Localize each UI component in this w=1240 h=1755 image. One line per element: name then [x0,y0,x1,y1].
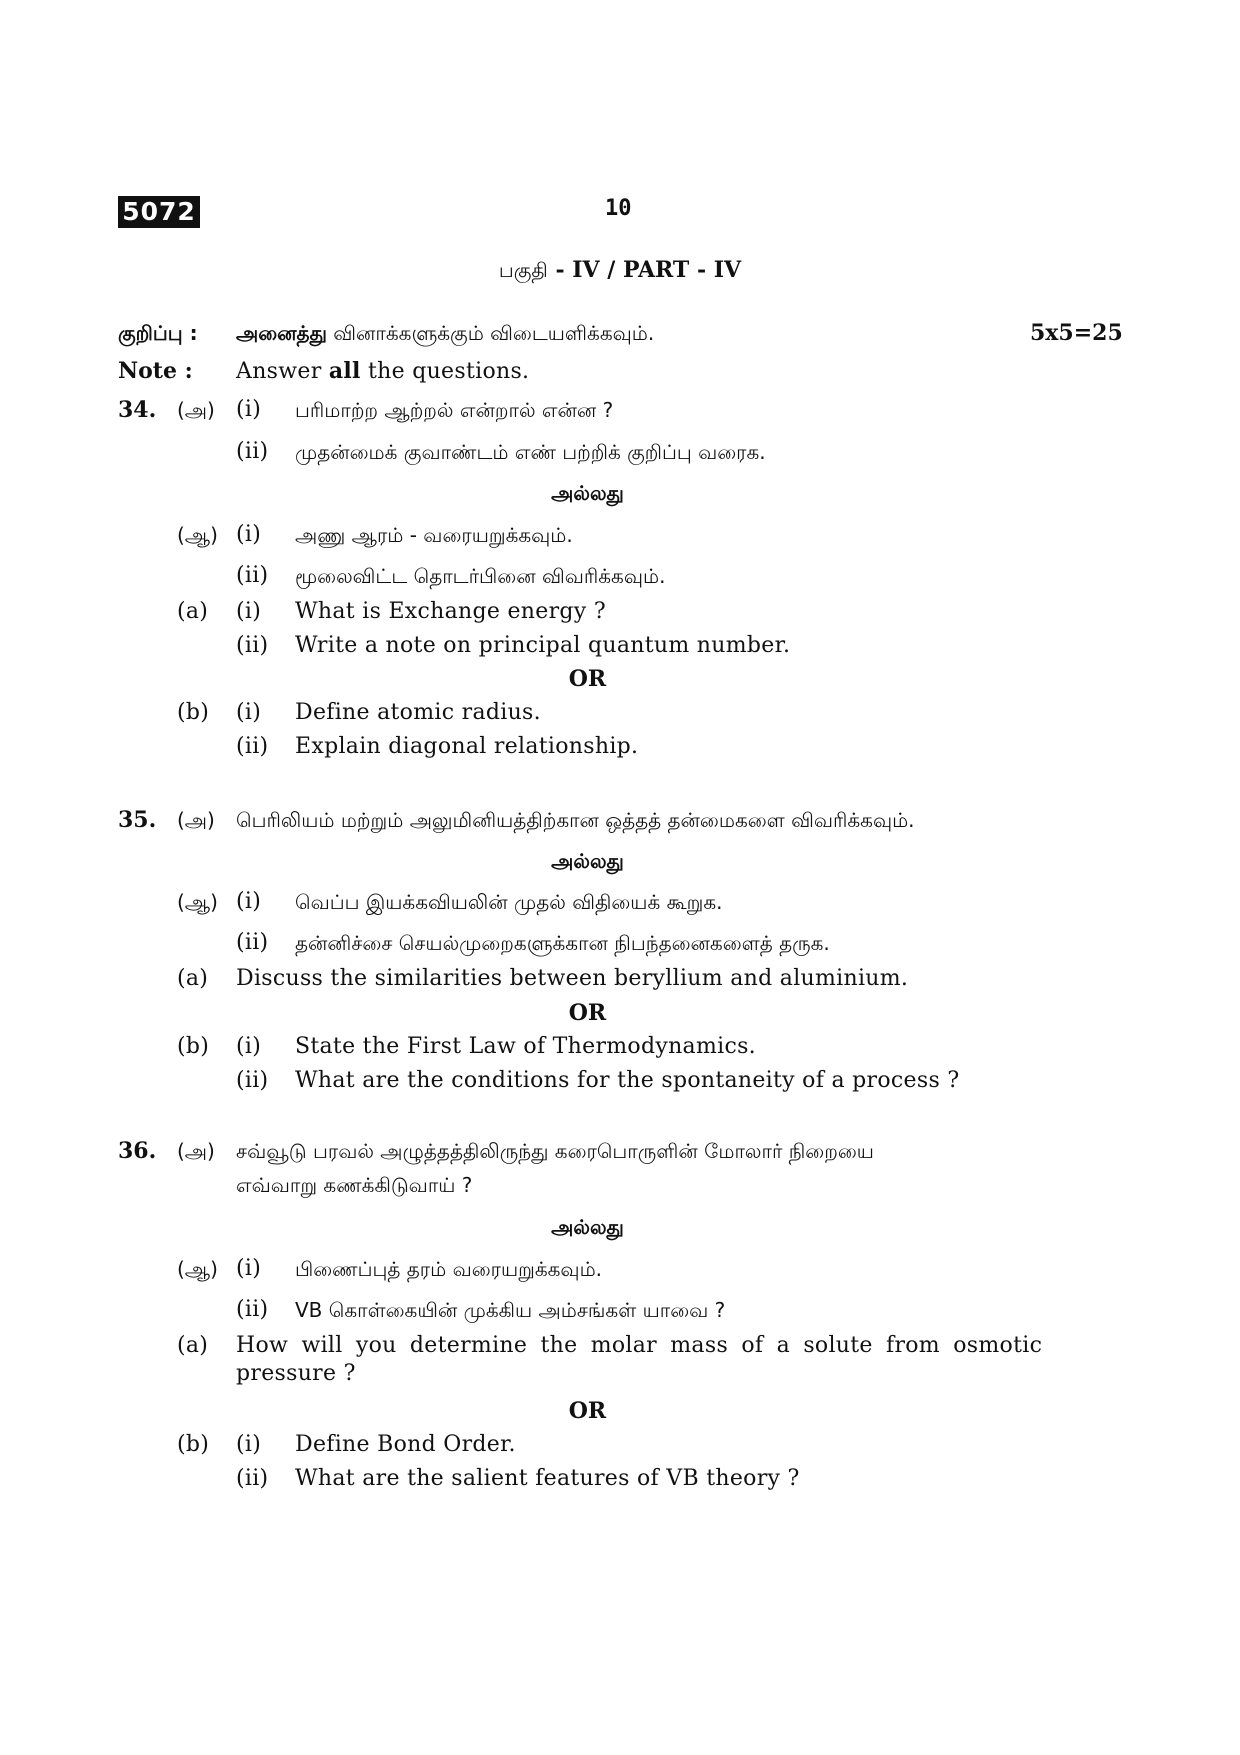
q35-b-i-label-tamil: (i) [236,889,262,914]
q36-b-ii-label-tamil: (ii) [236,1297,269,1322]
q36-part-b-tamil-label: (ஆ) [177,1257,218,1281]
q36-tamil-a-line2: எவ்வாறு கணக்கிடுவாய் ? [236,1173,473,1197]
note-en-bold: all [328,358,361,384]
q34-part-b-label: (b) [177,700,210,725]
question-number-34: 34. [118,397,157,423]
q34-a-ii-label: (ii) [236,633,269,658]
q36-part-a-label: (a) [177,1333,209,1358]
note-tamil-rest: வினாக்களுக்கும் விடையளிக்கவும். [326,321,655,345]
part-title-num1: IV [572,257,600,283]
q36-tamil-a-line1: சவ்வூடு பரவல் அழுத்தத்திலிருந்து கரைபொருளின் மோலார் நிறையை [236,1139,874,1163]
q35-b-i-label: (i) [236,1034,262,1059]
q36-part-a-tamil-label: (அ) [177,1139,215,1163]
q36-tamil-b-i: பிணைப்புத் தரம் வரையறுக்கவும். [295,1257,603,1281]
note-en-post: the questions. [360,359,530,384]
page-number: 10 [605,196,632,221]
q34-english-a-i: What is Exchange energy ? [295,599,606,624]
q35-b-ii-label: (ii) [236,1068,269,1093]
q36-b-i-label-tamil: (i) [236,1256,262,1281]
q34-tamil-a-i: பரிமாற்ற ஆற்றல் என்றால் என்ன ? [295,398,614,422]
q34-a-ii-label-tamil: (ii) [236,439,269,464]
q36-b-i-label: (i) [236,1432,262,1457]
question-number-35: 35. [118,807,157,833]
q36-or-tamil: அல்லது [551,1215,624,1239]
q34-a-i-label-tamil: (i) [236,397,262,422]
q35-tamil-a: பெரிலியம் மற்றும் அலுமினியத்திற்கான ஒத்தத் தன்மைகளை விவரிக்கவும். [236,808,915,832]
paper-code-badge: 5072 [118,196,200,228]
q35-part-b-tamil-label: (ஆ) [177,890,218,914]
part-title-slash: / [599,257,623,283]
q35-english-a: Discuss the similarities between beryllium and aluminium. [236,966,909,991]
q34-tamil-b-i: அணு ஆரம் - வரையறுக்கவும். [295,523,573,547]
q34-or-tamil: அல்லது [551,481,624,505]
part-title-english: PART [623,257,690,283]
q34-tamil-b-ii: மூலைவிட்ட தொடர்பினை விவரிக்கவும். [295,564,666,588]
q35-tamil-b-i: வெப்ப இயக்கவியலின் முதல் விதியைக் கூறுக. [295,890,723,914]
marks-label: 5x5=25 [1030,320,1123,346]
q35-b-ii-label-tamil: (ii) [236,930,269,955]
q34-a-i-label: (i) [236,599,262,624]
note-label-english: Note : [118,358,193,384]
q35-part-a-tamil-label: (அ) [177,808,215,832]
q36-english-b-i: Define Bond Order. [295,1432,516,1457]
q35-part-a-label: (a) [177,966,209,991]
part-title-sep2: - [689,257,714,283]
part-title-tamil: பகுதி [498,258,548,282]
q34-b-i-label-tamil: (i) [236,522,262,547]
q36-part-b-label: (b) [177,1432,210,1457]
note-en-pre: Answer [236,359,329,384]
q35-english-b-i: State the First Law of Thermodynamics. [295,1034,756,1059]
q36-english-a-line1: How will you determine the molar mass of a solute from osmotic [236,1333,1043,1358]
q34-part-a-label: (a) [177,599,209,624]
note-text-english [236,356,529,387]
q34-part-a-tamil-label: (அ) [177,398,215,422]
part-title-num2: IV [713,257,742,283]
part-title [0,257,1240,285]
q34-tamil-a-ii: முதன்மைக் குவாண்டம் எண் பற்றிக் குறிப்பு வரைக. [295,440,766,464]
q34-b-i-label: (i) [236,700,262,725]
q36-or-english: OR [568,1398,607,1424]
note-tamil-bold: அனைத்து [236,321,327,345]
q34-english-b-ii: Explain diagonal relationship. [295,734,639,759]
q34-part-b-tamil-label: (ஆ) [177,523,218,547]
q34-b-ii-label: (ii) [236,734,269,759]
q34-b-ii-label-tamil: (ii) [236,563,269,588]
q36-english-a-line2: pressure ? [236,1361,356,1386]
q35-english-b-ii: What are the conditions for the spontaneity of a process ? [295,1068,960,1093]
note-label-tamil: குறிப்பு : [118,321,198,345]
q35-part-b-label: (b) [177,1034,210,1059]
q34-english-b-i: Define atomic radius. [295,700,541,725]
part-title-sep1: - [547,257,573,283]
q34-or-english: OR [568,666,607,692]
note-text-tamil [236,318,654,348]
q34-english-a-ii: Write a note on principal quantum number. [295,633,791,658]
q36-b-ii-label: (ii) [236,1466,269,1491]
q35-tamil-b-ii: தன்னிச்சை செயல்முறைகளுக்கான நிபந்தனைகளைத் தருக. [295,931,830,955]
q36-tamil-b-ii: VB கொள்கையின் முக்கிய அம்சங்கள் யாவை ? [295,1298,726,1322]
question-number-36: 36. [118,1138,157,1164]
q35-or-english: OR [568,1000,607,1026]
q36-english-b-ii: What are the salient features of VB theory ? [295,1466,800,1491]
q35-or-tamil: அல்லது [551,849,624,873]
